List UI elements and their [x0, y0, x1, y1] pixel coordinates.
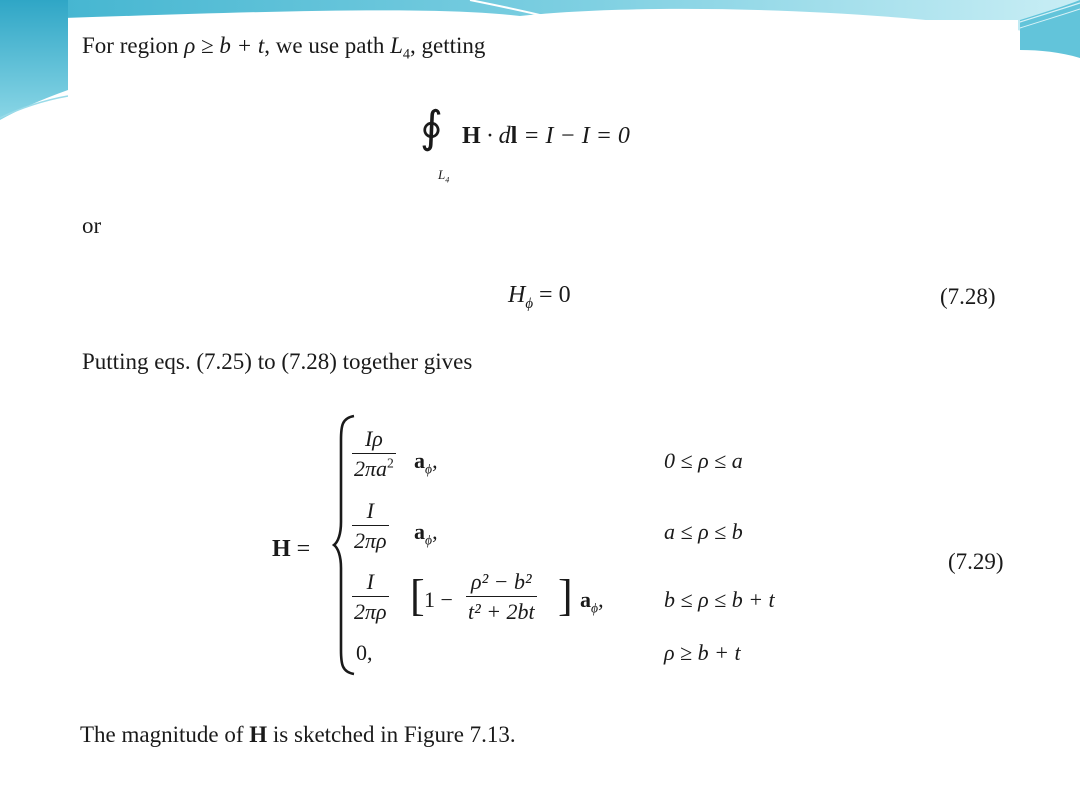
textbook-page — [68, 20, 1018, 748]
intro-path-sub: 4 — [402, 46, 411, 63]
integrand-dot: · d — [480, 123, 511, 149]
integral-rhs: = I − I = 0 — [517, 123, 630, 149]
case-1-condition: 0 ≤ ρ ≤ a — [664, 448, 743, 473]
line-integral-body — [462, 124, 630, 148]
intro-prefix: For region — [82, 33, 179, 58]
eq-729-lhs: H = — [272, 536, 311, 562]
eq-728-body: $H_\phi = 0$ — [508, 282, 571, 312]
contour-integral-symbol: ∮ — [420, 103, 443, 152]
intro-condition: ρ ≥ b + t — [184, 33, 265, 58]
case-3-bracket-close: ] — [558, 571, 573, 620]
integral-path-label: $L_4$ — [438, 167, 450, 185]
intro-middle: , we use path — [264, 33, 385, 58]
closing-sentence: The magnitude of H is sketched in Figure 7.13. — [80, 722, 516, 747]
case-3-one-minus: 1 − — [424, 587, 453, 612]
intro-path: L — [390, 33, 403, 58]
case-2-fraction: $\frac{I}{2\pi\rho}$ — [354, 498, 387, 553]
intro-suffix: , getting — [410, 33, 486, 58]
case-2-condition: a ≤ ρ ≤ b — [664, 519, 743, 544]
combine-sentence: Putting eqs. (7.25) to (7.28) together gives — [82, 349, 473, 374]
case-3-fraction: $\frac{I}{2\pi\rho}$ — [354, 569, 387, 624]
integrand-h: H — [462, 123, 481, 149]
eq-728-number: (7.28) — [940, 284, 996, 309]
or-word: or — [82, 213, 102, 238]
intro-sentence — [82, 33, 486, 63]
case-4-value: 0, — [356, 640, 373, 665]
eq-729-number: (7.29) — [948, 549, 1004, 574]
case-3-condition: b ≤ ρ ≤ b + t — [664, 587, 775, 612]
integrand-dl: l — [510, 123, 518, 149]
case-1-unit-vector: $a_\phi$, — [414, 448, 438, 477]
case-3-bracket-open: [ — [410, 571, 425, 620]
case-3-inner-fraction: $\frac{\text{ρ² − b²}}{\text{t² + 2bt}}$ — [468, 569, 535, 624]
case-3-unit-vector: $a_\phi$, — [580, 587, 604, 616]
case-1-fraction: $\frac{I\rho}{2\pi a^2}$ — [354, 426, 394, 481]
case-4-condition: ρ ≥ b + t — [664, 640, 741, 665]
case-2-unit-vector: $a_\phi$, — [414, 519, 438, 548]
